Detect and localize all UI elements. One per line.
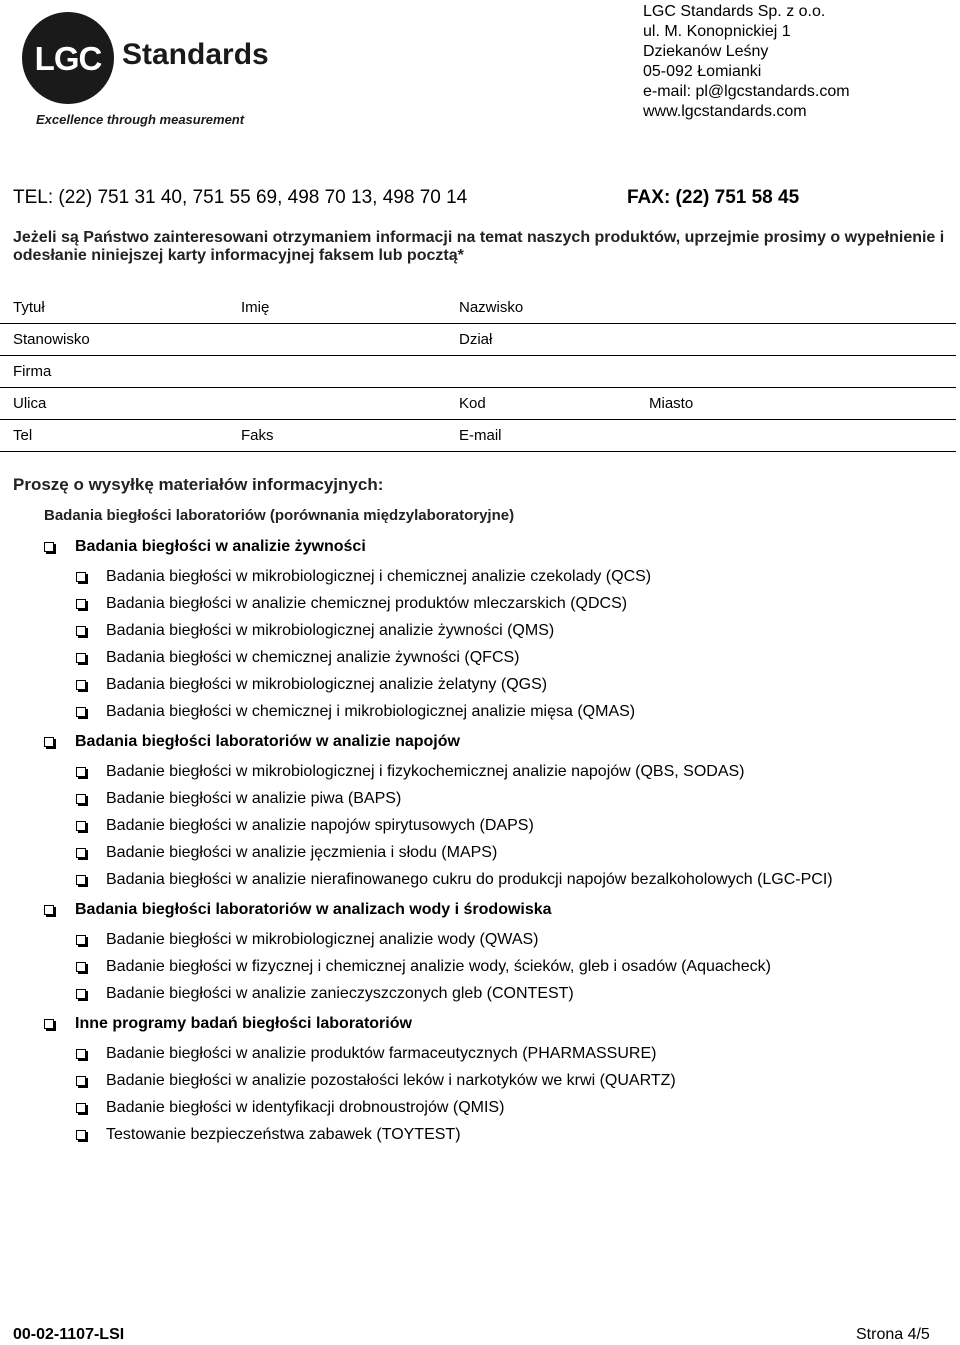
checkbox[interactable] (76, 989, 86, 999)
department-field[interactable]: Dział (459, 331, 493, 348)
position-field[interactable]: Stanowisko (13, 331, 90, 348)
category-label: Badania biegłości laboratoriów w analizie napojów (75, 733, 460, 750)
form-row-name (0, 291, 956, 324)
category-label: Badania biegłości w analizie żywności (75, 538, 366, 555)
option-label: Badania biegłości w mikrobiologicznej i chemicznej analizie czekolady (QCS) (106, 568, 652, 585)
category-label: Badania biegłości laboratoriów w analizach wody i środowiska (75, 901, 552, 918)
option-label: Badania biegłości w mikrobiologicznej analizie żywności (QMS) (106, 622, 555, 639)
subsection-title: Badania biegłości laboratoriów (porównania międzylaboratoryjne) (44, 507, 515, 524)
option-label: Badania biegłości w mikrobiologicznej analizie żelatyny (QGS) (106, 676, 548, 693)
checkbox[interactable] (76, 599, 86, 609)
option-label: Badania biegłości w chemicznej analizie żywności (QFCS) (106, 649, 520, 666)
checkbox[interactable] (76, 821, 86, 831)
option-label: Badanie biegłości w analizie piwa (BAPS) (106, 790, 402, 807)
title-field[interactable]: Tytuł (13, 299, 45, 316)
checkbox[interactable] (76, 848, 86, 858)
logo-brand: Standards (122, 38, 269, 71)
document-code: 00-02-1107-LSI (13, 1326, 125, 1343)
address-email: e-mail: pl@lgcstandards.com (643, 83, 850, 100)
postcode-field[interactable]: Kod (459, 395, 486, 412)
company-address (643, 2, 850, 122)
form-row-address (0, 387, 956, 420)
logo-mark: LGC (34, 40, 102, 77)
option-label: Badania biegłości w analizie nierafinowanego cukru do produkcji napojów bezalkoholowych (LGC-PCI) (106, 871, 833, 888)
option-label: Badania biegłości w chemicznej i mikrobiologicznej analizie mięsa (QMAS) (106, 703, 636, 720)
intro-text: Jeżeli są Państwo zainteresowani otrzymaniem informacji na temat naszych produktów, uprzejmie prosimy o wypełnienie i odesłanie niniejszej karty informacyjnej faksem lub pocztą* (13, 229, 945, 264)
fax-number: FAX: (22) 751 58 45 (627, 187, 800, 208)
email-field[interactable]: E-mail (459, 427, 502, 444)
tel-field[interactable]: Tel (13, 427, 33, 444)
checkbox[interactable] (44, 737, 54, 747)
address-website: www.lgcstandards.com (643, 103, 807, 120)
form-row-company (0, 355, 956, 388)
checkbox[interactable] (76, 1130, 86, 1140)
address-street: ul. M. Konopnickiej 1 (643, 23, 791, 40)
option-label: Badanie biegłości w fizycznej i chemicznej analizie wody, ścieków, gleb i osadów (Aquacheck) (106, 958, 771, 975)
phone-numbers: TEL: (22) 751 31 40, 751 55 69, 498 70 13, 498 70 14 (13, 187, 468, 208)
checkbox[interactable] (76, 626, 86, 636)
checkbox[interactable] (76, 962, 86, 972)
checkbox[interactable] (76, 707, 86, 717)
address-postcode: 05-092 Łomianki (643, 63, 762, 80)
checkbox[interactable] (76, 1076, 86, 1086)
option-label: Badanie biegłości w mikrobiologicznej analizie wody (QWAS) (106, 931, 539, 948)
checkbox[interactable] (76, 1049, 86, 1059)
checkbox[interactable] (44, 905, 54, 915)
category-label: Inne programy badań biegłości laboratoriów (75, 1015, 412, 1032)
checkbox[interactable] (76, 794, 86, 804)
address-town: Dziekanów Leśny (643, 43, 769, 60)
checkbox[interactable] (76, 767, 86, 777)
fax-field[interactable]: Faks (241, 427, 274, 444)
checkbox[interactable] (76, 653, 86, 663)
checkbox[interactable] (44, 1019, 54, 1029)
option-label: Badanie biegłości w identyfikacji drobnoustrojów (QMIS) (106, 1099, 505, 1116)
option-label: Badanie biegłości w analizie produktów farmaceutycznych (PHARMASSURE) (106, 1045, 657, 1062)
checkbox[interactable] (44, 542, 54, 552)
checkbox[interactable] (76, 935, 86, 945)
option-label: Badania biegłości w analizie chemicznej produktów mleczarskich (QDCS) (106, 595, 628, 612)
checkbox[interactable] (76, 1103, 86, 1113)
option-label: Testowanie bezpieczeństwa zabawek (TOYTEST) (106, 1126, 461, 1143)
address-company: LGC Standards Sp. z o.o. (643, 3, 826, 20)
first-name-field[interactable]: Imię (241, 299, 270, 316)
form-row-contact (0, 419, 956, 452)
section-title: Proszę o wysyłkę materiałów informacyjnych: (13, 475, 384, 494)
option-label: Badanie biegłości w analizie jęczmienia i słodu (MAPS) (106, 844, 498, 861)
option-label: Badanie biegłości w analizie napojów spirytusowych (DAPS) (106, 817, 534, 834)
company-logo (14, 0, 269, 135)
logo-tagline: Excellence through measurement (36, 112, 245, 127)
option-label: Badanie biegłości w analizie pozostałości leków i narkotyków we krwi (QUARTZ) (106, 1072, 676, 1089)
last-name-field[interactable]: Nazwisko (459, 299, 524, 316)
page-number: Strona 4/5 (856, 1326, 930, 1343)
checkbox[interactable] (76, 875, 86, 885)
form-row-position (0, 323, 956, 356)
option-label: Badanie biegłości w analizie zanieczyszczonych gleb (CONTEST) (106, 985, 574, 1002)
checkbox[interactable] (76, 572, 86, 582)
company-field[interactable]: Firma (13, 363, 52, 380)
street-field[interactable]: Ulica (13, 395, 47, 412)
checkbox[interactable] (76, 680, 86, 690)
option-label: Badanie biegłości w mikrobiologicznej i fizykochemicznej analizie napojów (QBS, SODAS) (106, 763, 745, 780)
city-field[interactable]: Miasto (649, 395, 694, 412)
